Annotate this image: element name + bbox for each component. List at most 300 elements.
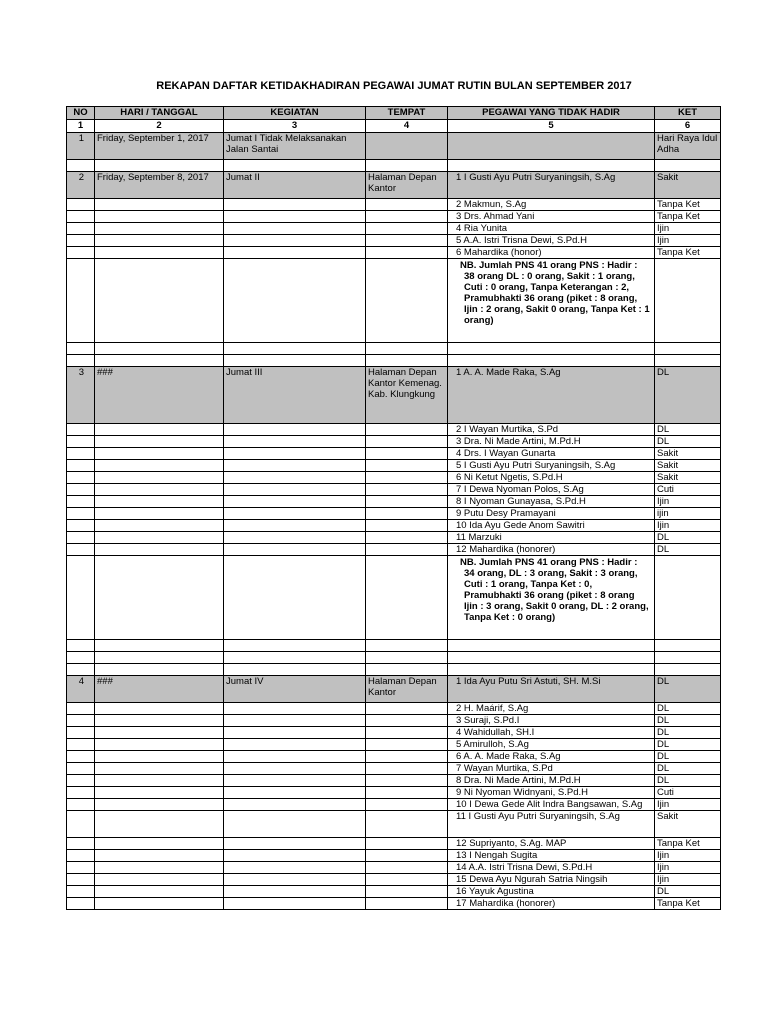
empty-cell bbox=[67, 799, 95, 811]
empty-cell bbox=[366, 436, 448, 448]
empty-cell bbox=[448, 652, 655, 664]
empty-cell bbox=[95, 508, 224, 520]
table-row bbox=[67, 739, 721, 751]
row-pegawai: 6 Mahardika (honor) bbox=[448, 247, 655, 259]
column-number: 2 bbox=[95, 120, 224, 133]
spacer-row bbox=[67, 664, 721, 676]
empty-cell bbox=[67, 727, 95, 739]
empty-cell bbox=[224, 247, 366, 259]
row-pegawai: 4 Wahidullah, SH.I bbox=[448, 727, 655, 739]
empty-cell bbox=[95, 484, 224, 496]
empty-cell bbox=[224, 436, 366, 448]
row-tempat: Halaman Depan Kantor Kemenag. Kab. Klungkung bbox=[366, 367, 448, 424]
table-row bbox=[67, 850, 721, 862]
row-pegawai: 9 Ni Nyoman Widnyani, S.Pd.H bbox=[448, 787, 655, 799]
row-pegawai: 4 Drs. I Wayan Gunarta bbox=[448, 448, 655, 460]
empty-cell bbox=[224, 472, 366, 484]
empty-cell bbox=[67, 424, 95, 436]
table-row bbox=[67, 676, 721, 703]
empty-cell bbox=[366, 520, 448, 532]
row-ket: Sakit bbox=[655, 172, 721, 199]
empty-cell bbox=[366, 508, 448, 520]
row-pegawai: 2 Makmun, S.Ag bbox=[448, 199, 655, 211]
empty-cell bbox=[67, 343, 95, 355]
empty-cell bbox=[95, 838, 224, 850]
empty-cell bbox=[67, 640, 95, 652]
empty-cell bbox=[366, 343, 448, 355]
empty-cell bbox=[95, 850, 224, 862]
table-row bbox=[67, 367, 721, 424]
empty-cell bbox=[67, 247, 95, 259]
table-row bbox=[67, 211, 721, 223]
summary-note: NB. Jumlah PNS 41 orang PNS : Hadir : 34 orang, DL : 3 orang, Sakit : 3 orang, Cuti : 1 orang, Tanpa Ket : 0, Pramubhakti 36 orang (piket : 8 orang Ijin : 3 orang, Sakit 0 orang, DL : 2 orang, Tanpa Ket : 0 orang) bbox=[448, 556, 655, 640]
empty-cell bbox=[95, 751, 224, 763]
table-row bbox=[67, 520, 721, 532]
empty-cell bbox=[67, 199, 95, 211]
row-ket: DL bbox=[655, 436, 721, 448]
row-pegawai: 1 A. A. Made Raka, S.Ag bbox=[448, 367, 655, 424]
column-number: 3 bbox=[224, 120, 366, 133]
empty-cell bbox=[95, 532, 224, 544]
row-pegawai: 8 I Nyoman Gunayasa, S.Pd.H bbox=[448, 496, 655, 508]
row-ket: DL bbox=[655, 424, 721, 436]
empty-cell bbox=[67, 484, 95, 496]
row-pegawai: 12 Supriyanto, S.Ag. MAP bbox=[448, 838, 655, 850]
row-pegawai: 5 A.A. Istri Trisna Dewi, S.Pd.H bbox=[448, 235, 655, 247]
row-ket: Tanpa Ket bbox=[655, 211, 721, 223]
empty-cell bbox=[67, 532, 95, 544]
empty-cell bbox=[366, 886, 448, 898]
empty-cell bbox=[224, 544, 366, 556]
empty-cell bbox=[95, 886, 224, 898]
empty-cell bbox=[366, 484, 448, 496]
row-pegawai: 12 Mahardika (honorer) bbox=[448, 544, 655, 556]
table-row bbox=[67, 874, 721, 886]
empty-cell bbox=[366, 496, 448, 508]
table-row bbox=[67, 898, 721, 910]
empty-cell bbox=[95, 775, 224, 787]
empty-cell bbox=[67, 355, 95, 367]
row-pegawai: 3 Drs. Ahmad Yani bbox=[448, 211, 655, 223]
table-row bbox=[67, 424, 721, 436]
empty-cell bbox=[224, 640, 366, 652]
empty-cell bbox=[224, 898, 366, 910]
empty-cell bbox=[224, 811, 366, 838]
empty-cell bbox=[67, 850, 95, 862]
row-pegawai: 5 I Gusti Ayu Putri Suryaningsih, S.Ag bbox=[448, 460, 655, 472]
row-ket: DL bbox=[655, 763, 721, 775]
empty-cell bbox=[366, 448, 448, 460]
empty-cell bbox=[224, 343, 366, 355]
row-ket: Tanpa Ket bbox=[655, 838, 721, 850]
empty-cell bbox=[366, 763, 448, 775]
empty-cell bbox=[224, 484, 366, 496]
empty-cell bbox=[366, 862, 448, 874]
empty-cell bbox=[67, 211, 95, 223]
empty-cell bbox=[224, 763, 366, 775]
spacer-row bbox=[67, 652, 721, 664]
empty-cell bbox=[366, 247, 448, 259]
row-ket: DL bbox=[655, 751, 721, 763]
empty-cell bbox=[224, 259, 366, 343]
empty-cell bbox=[224, 556, 366, 640]
empty-cell bbox=[366, 850, 448, 862]
row-pegawai: 6 A. A. Made Raka, S.Ag bbox=[448, 751, 655, 763]
row-pegawai: 14 A.A. Istri Trisna Dewi, S.Pd.H bbox=[448, 862, 655, 874]
table-row bbox=[67, 223, 721, 235]
empty-cell bbox=[95, 664, 224, 676]
empty-cell bbox=[95, 811, 224, 838]
spacer-row bbox=[67, 343, 721, 355]
empty-cell bbox=[67, 751, 95, 763]
empty-cell bbox=[224, 199, 366, 211]
empty-cell bbox=[95, 799, 224, 811]
empty-cell bbox=[95, 448, 224, 460]
table-row bbox=[67, 472, 721, 484]
table-row bbox=[67, 133, 721, 160]
row-tempat: Halaman Depan Kantor bbox=[366, 676, 448, 703]
empty-cell bbox=[67, 544, 95, 556]
empty-cell bbox=[366, 652, 448, 664]
row-kegiatan: Jumat III bbox=[224, 367, 366, 424]
empty-cell bbox=[67, 460, 95, 472]
empty-cell bbox=[67, 862, 95, 874]
row-ket: DL bbox=[655, 367, 721, 424]
row-ket: DL bbox=[655, 703, 721, 715]
row-pegawai: 3 Suraji, S.Pd.I bbox=[448, 715, 655, 727]
row-kegiatan: Jumat I Tidak Melaksanakan Jalan Santai bbox=[224, 133, 366, 160]
table-row bbox=[67, 775, 721, 787]
table-row bbox=[67, 508, 721, 520]
empty-cell bbox=[95, 424, 224, 436]
empty-cell bbox=[366, 787, 448, 799]
empty-cell bbox=[224, 775, 366, 787]
table-row bbox=[67, 544, 721, 556]
empty-cell bbox=[366, 199, 448, 211]
empty-cell bbox=[366, 715, 448, 727]
row-pegawai: 11 I Gusti Ayu Putri Suryaningsih, S.Ag bbox=[448, 811, 655, 838]
empty-cell bbox=[366, 664, 448, 676]
empty-cell bbox=[224, 838, 366, 850]
row-pegawai: 1 Ida Ayu Putu Sri Astuti, SH. M.Si bbox=[448, 676, 655, 703]
empty-cell bbox=[224, 520, 366, 532]
spacer-row bbox=[67, 640, 721, 652]
empty-cell bbox=[366, 460, 448, 472]
empty-cell bbox=[67, 739, 95, 751]
empty-cell bbox=[67, 715, 95, 727]
empty-cell bbox=[224, 235, 366, 247]
table-row bbox=[67, 448, 721, 460]
empty-cell bbox=[95, 160, 224, 172]
empty-cell bbox=[366, 811, 448, 838]
empty-cell bbox=[366, 799, 448, 811]
row-ket: Sakit bbox=[655, 472, 721, 484]
empty-cell bbox=[67, 787, 95, 799]
row-ket: DL bbox=[655, 739, 721, 751]
empty-cell bbox=[224, 874, 366, 886]
empty-cell bbox=[655, 259, 721, 343]
row-kegiatan: Jumat II bbox=[224, 172, 366, 199]
empty-cell bbox=[95, 235, 224, 247]
table-row bbox=[67, 436, 721, 448]
header-cell: KET bbox=[655, 107, 721, 120]
row-ket: Tanpa Ket bbox=[655, 898, 721, 910]
empty-cell bbox=[224, 424, 366, 436]
empty-cell bbox=[366, 640, 448, 652]
column-number: 5 bbox=[448, 120, 655, 133]
row-ket: Sakit bbox=[655, 460, 721, 472]
empty-cell bbox=[95, 460, 224, 472]
column-number: 4 bbox=[366, 120, 448, 133]
empty-cell bbox=[224, 751, 366, 763]
table-row bbox=[67, 838, 721, 850]
column-number: 1 bbox=[67, 120, 95, 133]
row-number: 2 bbox=[67, 172, 95, 199]
row-date: Friday, September 8, 2017 bbox=[95, 172, 224, 199]
empty-cell bbox=[95, 355, 224, 367]
table-row bbox=[67, 247, 721, 259]
empty-cell bbox=[366, 211, 448, 223]
row-ket: Ijin bbox=[655, 862, 721, 874]
empty-cell bbox=[366, 355, 448, 367]
row-kegiatan: Jumat IV bbox=[224, 676, 366, 703]
row-pegawai: 11 Marzuki bbox=[448, 532, 655, 544]
empty-cell bbox=[366, 544, 448, 556]
empty-cell bbox=[95, 703, 224, 715]
table-row bbox=[67, 532, 721, 544]
spacer-row bbox=[67, 160, 721, 172]
row-ket: DL bbox=[655, 532, 721, 544]
row-ket: Ijin bbox=[655, 223, 721, 235]
empty-cell bbox=[95, 640, 224, 652]
row-date: Friday, September 1, 2017 bbox=[95, 133, 224, 160]
header-cell: HARI / TANGGAL bbox=[95, 107, 224, 120]
empty-cell bbox=[67, 556, 95, 640]
empty-cell bbox=[224, 448, 366, 460]
empty-cell bbox=[655, 160, 721, 172]
empty-cell bbox=[366, 424, 448, 436]
row-date: ### bbox=[95, 367, 224, 424]
empty-cell bbox=[448, 640, 655, 652]
row-ket: Ijin bbox=[655, 874, 721, 886]
empty-cell bbox=[655, 652, 721, 664]
empty-cell bbox=[224, 739, 366, 751]
row-ket: Sakit bbox=[655, 811, 721, 838]
empty-cell bbox=[224, 703, 366, 715]
row-pegawai: 16 Yayuk Agustina bbox=[448, 886, 655, 898]
empty-cell bbox=[448, 664, 655, 676]
header-cell: KEGIATAN bbox=[224, 107, 366, 120]
empty-cell bbox=[366, 874, 448, 886]
summary-note: NB. Jumlah PNS 41 orang PNS : Hadir : 38 orang DL : 0 orang, Sakit : 1 orang, Cuti : 0 orang, Tanpa Keterangan : 2, Pramubhakti 36 orang (piket : 8 orang, Ijin : 2 orang, Sakit 0 orang, Tanpa Ket : 1 orang) bbox=[448, 259, 655, 343]
empty-cell bbox=[224, 727, 366, 739]
header-cell: TEMPAT bbox=[366, 107, 448, 120]
empty-cell bbox=[95, 763, 224, 775]
empty-cell bbox=[67, 436, 95, 448]
empty-cell bbox=[95, 259, 224, 343]
empty-cell bbox=[67, 472, 95, 484]
row-ket: Ijin bbox=[655, 520, 721, 532]
row-ket: DL bbox=[655, 886, 721, 898]
empty-cell bbox=[224, 886, 366, 898]
empty-cell bbox=[67, 811, 95, 838]
empty-cell bbox=[655, 355, 721, 367]
empty-cell bbox=[366, 838, 448, 850]
row-pegawai bbox=[448, 133, 655, 160]
empty-cell bbox=[95, 739, 224, 751]
table-row bbox=[67, 811, 721, 838]
empty-cell bbox=[366, 898, 448, 910]
empty-cell bbox=[95, 223, 224, 235]
table-row bbox=[67, 235, 721, 247]
empty-cell bbox=[95, 715, 224, 727]
row-pegawai: 8 Dra. Ni Made Artini, M.Pd.H bbox=[448, 775, 655, 787]
empty-cell bbox=[224, 211, 366, 223]
empty-cell bbox=[224, 508, 366, 520]
attendance-table bbox=[66, 106, 721, 910]
row-pegawai: 2 H. Maárif, S.Ag bbox=[448, 703, 655, 715]
row-ket: Ijin bbox=[655, 496, 721, 508]
summary-note-row bbox=[67, 556, 721, 640]
row-pegawai: 13 I Nengah Sugita bbox=[448, 850, 655, 862]
row-number: 1 bbox=[67, 133, 95, 160]
empty-cell bbox=[95, 787, 224, 799]
row-pegawai: 9 Putu Desy Pramayani bbox=[448, 508, 655, 520]
row-ket: Sakit bbox=[655, 448, 721, 460]
row-ket: Cuti bbox=[655, 484, 721, 496]
empty-cell bbox=[95, 556, 224, 640]
row-number: 3 bbox=[67, 367, 95, 424]
empty-cell bbox=[67, 160, 95, 172]
row-pegawai: 17 Mahardika (honorer) bbox=[448, 898, 655, 910]
empty-cell bbox=[67, 703, 95, 715]
row-pegawai: 6 Ni Ketut Ngetis, S.Pd.H bbox=[448, 472, 655, 484]
empty-cell bbox=[655, 664, 721, 676]
row-ket: Ijin bbox=[655, 850, 721, 862]
column-number: 6 bbox=[655, 120, 721, 133]
empty-cell bbox=[67, 223, 95, 235]
header-cell: NO bbox=[67, 107, 95, 120]
table-row bbox=[67, 460, 721, 472]
empty-cell bbox=[95, 199, 224, 211]
empty-cell bbox=[67, 496, 95, 508]
empty-cell bbox=[67, 520, 95, 532]
empty-cell bbox=[366, 775, 448, 787]
table-row bbox=[67, 496, 721, 508]
table-row bbox=[67, 886, 721, 898]
empty-cell bbox=[67, 448, 95, 460]
empty-cell bbox=[95, 874, 224, 886]
row-ket: DL bbox=[655, 775, 721, 787]
empty-cell bbox=[95, 544, 224, 556]
table-row bbox=[67, 199, 721, 211]
row-number: 4 bbox=[67, 676, 95, 703]
table-row bbox=[67, 703, 721, 715]
empty-cell bbox=[655, 343, 721, 355]
empty-cell bbox=[224, 652, 366, 664]
empty-cell bbox=[67, 664, 95, 676]
empty-cell bbox=[366, 223, 448, 235]
empty-cell bbox=[67, 259, 95, 343]
row-pegawai: 4 Ria Yunita bbox=[448, 223, 655, 235]
table-row bbox=[67, 787, 721, 799]
empty-cell bbox=[366, 235, 448, 247]
row-pegawai: 15 Dewa Ayu Ngurah Satria Ningsih bbox=[448, 874, 655, 886]
empty-cell bbox=[366, 703, 448, 715]
empty-cell bbox=[95, 898, 224, 910]
empty-cell bbox=[95, 436, 224, 448]
empty-cell bbox=[95, 247, 224, 259]
empty-cell bbox=[448, 343, 655, 355]
empty-cell bbox=[67, 508, 95, 520]
table-row bbox=[67, 484, 721, 496]
row-ket: Ijin bbox=[655, 799, 721, 811]
row-tempat bbox=[366, 133, 448, 160]
table-header-row bbox=[67, 107, 721, 120]
empty-cell bbox=[366, 727, 448, 739]
empty-cell bbox=[224, 715, 366, 727]
row-tempat: Halaman Depan Kantor bbox=[366, 172, 448, 199]
row-ket: Tanpa Ket bbox=[655, 199, 721, 211]
empty-cell bbox=[95, 652, 224, 664]
row-pegawai: 5 Amirulloh, S.Ag bbox=[448, 739, 655, 751]
empty-cell bbox=[366, 739, 448, 751]
empty-cell bbox=[366, 259, 448, 343]
empty-cell bbox=[224, 160, 366, 172]
row-ket: DL bbox=[655, 715, 721, 727]
empty-cell bbox=[224, 460, 366, 472]
empty-cell bbox=[95, 727, 224, 739]
empty-cell bbox=[67, 763, 95, 775]
table-row bbox=[67, 862, 721, 874]
empty-cell bbox=[224, 532, 366, 544]
empty-cell bbox=[224, 787, 366, 799]
row-pegawai: 10 Ida Ayu Gede Anom Sawitri bbox=[448, 520, 655, 532]
row-ket: Tanpa Ket bbox=[655, 247, 721, 259]
empty-cell bbox=[67, 652, 95, 664]
table-row bbox=[67, 799, 721, 811]
row-pegawai: 7 I Dewa Nyoman Polos, S.Ag bbox=[448, 484, 655, 496]
empty-cell bbox=[224, 355, 366, 367]
table-row bbox=[67, 763, 721, 775]
empty-cell bbox=[366, 472, 448, 484]
empty-cell bbox=[67, 886, 95, 898]
empty-cell bbox=[67, 775, 95, 787]
empty-cell bbox=[448, 160, 655, 172]
header-cell: PEGAWAI YANG TIDAK HADIR bbox=[448, 107, 655, 120]
empty-cell bbox=[366, 532, 448, 544]
table-row bbox=[67, 751, 721, 763]
row-ket: Hari Raya Idul Adha bbox=[655, 133, 721, 160]
empty-cell bbox=[224, 664, 366, 676]
row-ket: DL bbox=[655, 676, 721, 703]
row-pegawai: 1 I Gusti Ayu Putri Suryaningsih, S.Ag bbox=[448, 172, 655, 199]
empty-cell bbox=[67, 874, 95, 886]
empty-cell bbox=[366, 160, 448, 172]
empty-cell bbox=[224, 850, 366, 862]
empty-cell bbox=[95, 211, 224, 223]
empty-cell bbox=[448, 355, 655, 367]
column-number-row bbox=[67, 120, 721, 133]
table-row bbox=[67, 715, 721, 727]
row-ket: DL bbox=[655, 544, 721, 556]
empty-cell bbox=[655, 640, 721, 652]
empty-cell bbox=[224, 862, 366, 874]
empty-cell bbox=[67, 235, 95, 247]
table-row bbox=[67, 727, 721, 739]
empty-cell bbox=[95, 862, 224, 874]
document-title: REKAPAN DAFTAR KETIDAKHADIRAN PEGAWAI JUMAT RUTIN BULAN SEPTEMBER 2017 bbox=[156, 80, 632, 92]
